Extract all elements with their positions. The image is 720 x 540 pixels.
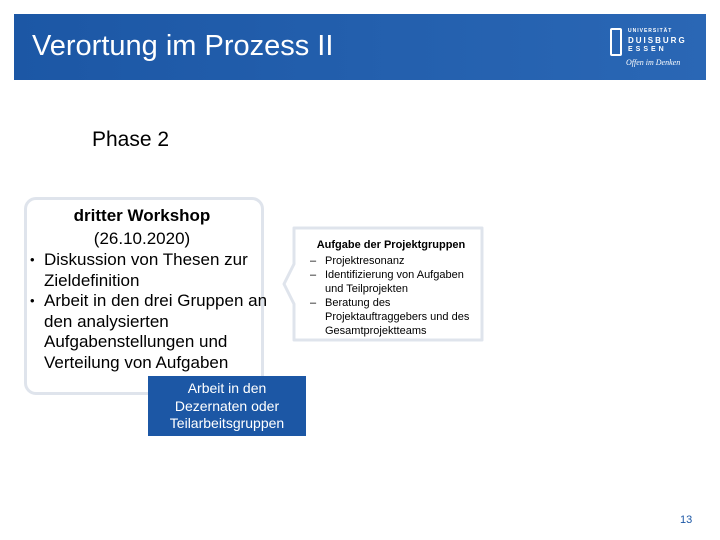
department-work-line: Arbeit in den [187, 380, 267, 396]
workshop-date: (26.10.2020) [93, 229, 191, 248]
department-work-line: Dezernaten oder [174, 397, 280, 414]
logo-mark-icon [610, 28, 622, 56]
workshop-bullet [30, 250, 270, 291]
workshop-bullet-text: Arbeit in den drei Gruppen an den analysierten Aufgabenstellungen und Verteilung von Aufgaben [44, 291, 268, 372]
bullet-icon: • [30, 252, 35, 267]
logo-slogan: Offen im Denken [626, 58, 681, 67]
task-item [310, 254, 480, 268]
logo-line-1: UNIVERSITÄT [628, 28, 673, 34]
dash-icon: – [310, 255, 317, 267]
logo-line-3: ESSEN [628, 46, 667, 53]
phase-heading: Phase 2 [92, 128, 170, 151]
department-work-line: Teilarbeitsgruppen [169, 415, 285, 431]
dash-icon: – [310, 297, 317, 309]
task-item-text: Beratung des Projektauftraggebers und des Gesamtprojektteams [325, 297, 470, 337]
task-list [310, 254, 480, 338]
dash-icon: – [310, 269, 317, 281]
bullet-icon: • [30, 293, 35, 308]
page-number: 13 [680, 514, 693, 526]
university-logo [610, 18, 706, 76]
task-title: Aufgabe der Projektgruppen [316, 239, 466, 251]
logo-line-2: DUISBURG [628, 36, 687, 45]
workshop-bullet-text: Diskussion von Thesen zur Zieldefinition [44, 250, 248, 290]
workshop-bullet [30, 291, 270, 373]
task-item-text: Identifizierung von Aufgaben und Teilprojekten [325, 269, 464, 295]
task-item [310, 296, 480, 338]
department-work-box [148, 376, 306, 436]
task-item [310, 268, 480, 296]
task-item-text: Projektresonanz [325, 255, 405, 267]
slide-header [14, 14, 706, 80]
workshop-title: dritter Workshop [73, 206, 211, 225]
slide-title: Verortung im Prozess II [32, 30, 334, 62]
workshop-bullet-list [30, 250, 270, 373]
